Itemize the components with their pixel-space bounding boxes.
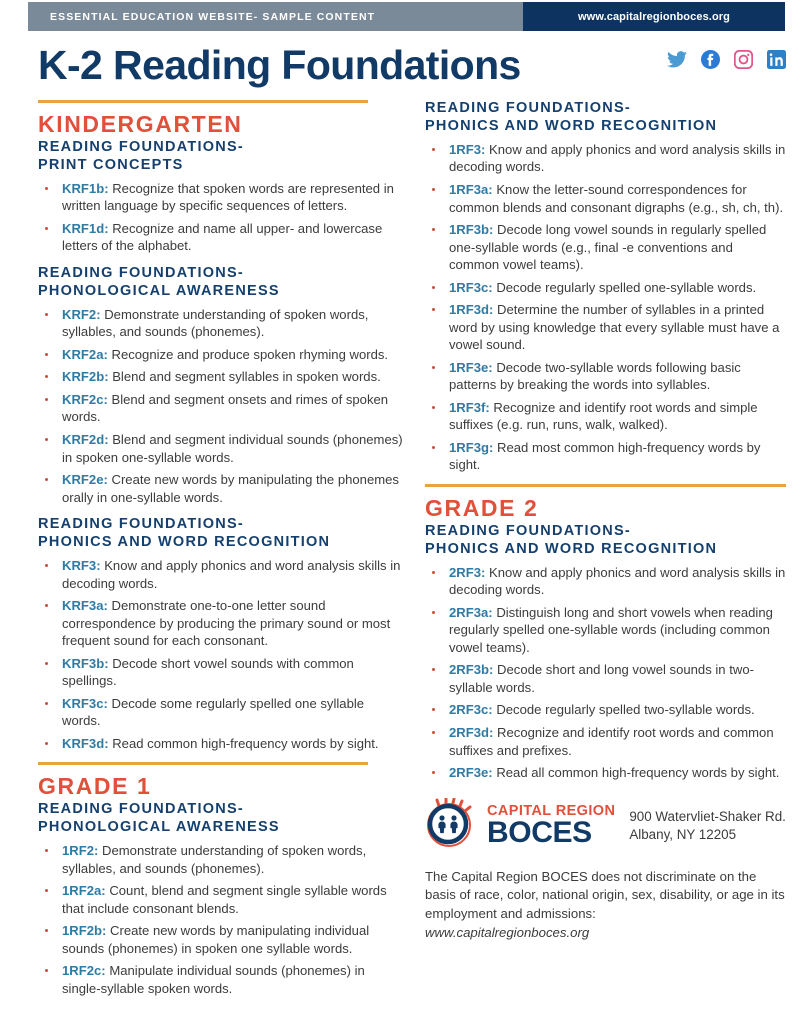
column-right (425, 100, 786, 943)
strand-heading (38, 265, 404, 301)
strand-heading-line-2: PHONOLOGICAL AWARENESS (38, 819, 280, 836)
standard-text: Decode long vowel sounds in regularly spelled one-syllable words (e.g., final -e conventions and common vowel teams). (449, 222, 767, 273)
standard-code: 2RF3d: (449, 724, 494, 740)
standard-code: KRF3b: (62, 655, 109, 671)
boces-logo-wordmark (487, 804, 615, 848)
standard-text: Know and apply phonics and word analysis skills in decoding words. (449, 141, 786, 175)
standard-item (38, 842, 404, 877)
standard-item (425, 359, 786, 394)
grade-heading: GRADE 1 (38, 773, 152, 800)
standard-item (425, 301, 786, 354)
address (625, 808, 786, 845)
standard-item (425, 661, 786, 696)
standard-code: 1RF3e: (449, 359, 493, 375)
standard-code: 2RF3: (449, 564, 486, 580)
standard-item (425, 439, 786, 474)
standard-item (425, 181, 786, 216)
section-divider (425, 484, 786, 487)
disclaimer-text: The Capital Region BOCES does not discriminate on the basis of race, color, national origin, sex, disability, or age in its employment and admissions: (425, 868, 785, 922)
standard-code: KRF2e: (62, 472, 108, 488)
standard-text: Recognize and produce spoken rhyming words. (111, 346, 389, 362)
standard-item (38, 306, 404, 341)
footer (425, 798, 786, 943)
standard-item (425, 279, 786, 297)
standard-text: Create new words by manipulating the phonemes orally in one-syllable words. (62, 472, 399, 505)
strand-heading-line-1: READING FOUNDATIONS- (425, 522, 631, 539)
standard-code: KRF2a: (62, 346, 108, 362)
standard-item (38, 471, 404, 506)
standard-text: Create new words by manipulating individual sounds (phonemes) in spoken one syllable words. (62, 923, 370, 956)
standards-list (38, 557, 404, 752)
standard-code: KRF2d: (62, 432, 109, 448)
standard-item (425, 564, 786, 599)
boces-logo-mark-icon (425, 798, 477, 855)
standard-text: Decode regularly spelled two-syllable words. (496, 702, 755, 718)
standard-text: Blend and segment individual sounds (phonemes) in spoken one-syllable words. (62, 432, 403, 465)
standard-text: Count, blend and segment single syllable words that include consonant blends. (62, 883, 387, 916)
standard-item (38, 346, 404, 364)
standard-item (38, 922, 404, 957)
page-title: K-2 Reading Foundations (38, 42, 521, 88)
standard-text: Recognize that spoken words are represented in written language by specific sequences of letters. (62, 180, 394, 214)
logo-boces: BOCES (487, 815, 592, 849)
standard-item (38, 431, 404, 466)
standard-item (38, 962, 404, 997)
standard-item (38, 391, 404, 426)
standards-list (425, 564, 786, 782)
grade-heading: GRADE 2 (425, 494, 539, 521)
standards-list (38, 180, 404, 255)
instagram-icon[interactable] (734, 50, 753, 69)
standard-item (425, 764, 786, 782)
top-banner (28, 2, 785, 31)
standard-code: 1RF2a: (62, 883, 106, 899)
standard-text: Read most common high-frequency words by sight. (449, 439, 761, 473)
strand-heading-line-1: READING FOUNDATIONS- (425, 100, 631, 116)
standard-text: Know the letter-sound correspondences for common blends and consonant digraphs (e.g., sh, ch, th). (449, 182, 784, 215)
strand-heading-line-1: READING FOUNDATIONS- (38, 138, 244, 155)
strand-heading-line-1: READING FOUNDATIONS- (38, 264, 244, 281)
twitter-icon[interactable] (667, 51, 687, 68)
strand-heading-line-2: PHONOLOGICAL AWARENESS (38, 282, 280, 299)
facebook-icon[interactable] (701, 50, 720, 69)
standard-code: 1RF3c: (449, 279, 493, 295)
standard-code: KRF3d: (62, 735, 109, 751)
standard-text: Distinguish long and short vowels when reading regularly spelled one-syllable words (including common vowel teams). (449, 604, 773, 655)
strand-heading (38, 139, 404, 175)
logo-capital-region: CAPITAL REGION (487, 803, 616, 820)
title-row (0, 36, 806, 94)
standard-code: KRF2b: (62, 369, 109, 385)
standard-code: 2RF3c: (449, 702, 493, 718)
standard-code: KRF3a: (62, 598, 108, 614)
standard-text: Decode short vowel sounds with common spellings. (62, 655, 354, 689)
standard-item (425, 221, 786, 274)
standard-item (425, 604, 786, 657)
standard-text: Know and apply phonics and word analysis skills in decoding words. (62, 558, 401, 591)
standard-text: Blend and segment syllables in spoken words. (112, 369, 381, 385)
standard-item (425, 724, 786, 759)
standard-item (425, 141, 786, 176)
standards-list (425, 141, 786, 474)
standard-item (38, 735, 404, 753)
standard-item (38, 695, 404, 730)
standard-code: KRF2c: (62, 391, 108, 407)
standard-item (425, 701, 786, 719)
standard-item (38, 882, 404, 917)
standard-code: 2RF3e: (449, 765, 493, 781)
disclaimer-url[interactable]: www.capitalregionboces.org (425, 924, 590, 940)
standard-text: Decode short and long vowel sounds in two-syllable words. (449, 662, 754, 695)
column-left (38, 100, 404, 1007)
standard-code: KRF3c: (62, 695, 108, 711)
standard-code: 1RF3d: (449, 302, 494, 318)
boces-logo (425, 798, 786, 855)
banner-sample-content (28, 2, 523, 31)
standard-code: 1RF3b: (449, 222, 494, 238)
nondiscrimination-notice (425, 868, 786, 943)
standard-text: Demonstrate one-to-one letter sound correspondence by producing the primary sound or most frequent sound for each consonant. (62, 598, 391, 649)
address-line-2: Albany, NY 12205 (629, 827, 737, 843)
standard-item (38, 655, 404, 690)
standard-text: Recognize and identify root words and simple suffixes (e.g. run, runs, walk, walked). (449, 399, 758, 433)
strand-heading-line-1: READING FOUNDATIONS- (38, 801, 244, 818)
section-divider (38, 100, 368, 103)
standard-code: 1RF3: (449, 141, 486, 157)
grade-heading: KINDERGARTEN (38, 111, 243, 137)
standard-text: Recognize and name all upper- and lowercase letters of the alphabet. (62, 220, 383, 254)
standard-item (38, 220, 404, 255)
strand-heading-line-2: PHONICS AND WORD RECOGNITION (425, 540, 718, 557)
strand-heading (425, 100, 786, 136)
standard-code: KRF2: (62, 306, 101, 322)
strand-heading (38, 801, 404, 837)
standard-text: Demonstrate understanding of spoken words, syllables, and sounds (phonemes). (62, 306, 369, 340)
strand-heading-line-2: PHONICS AND WORD RECOGNITION (425, 117, 718, 134)
standard-code: KRF3: (62, 558, 101, 574)
strand-heading-line-2: PHONICS AND WORD RECOGNITION (38, 534, 331, 551)
standard-item (38, 180, 404, 215)
standard-text: Decode some regularly spelled one syllable words. (62, 695, 365, 729)
banner-label: ESSENTIAL EDUCATION WEBSITE- SAMPLE CONTENT (50, 10, 376, 23)
standard-code: KRF1b: (62, 180, 109, 196)
standard-item (425, 399, 786, 434)
standards-list (38, 306, 404, 506)
standard-code: KRF1d: (62, 220, 109, 236)
standard-code: 1RF2c: (62, 963, 106, 979)
section-divider (38, 762, 368, 765)
standard-code: 1RF3a: (449, 182, 493, 197)
website-url-label: www.capitalregionboces.org (578, 10, 730, 23)
standard-text: Manipulate individual sounds (phonemes) in single-syllable spoken words. (62, 963, 365, 996)
social-links (667, 50, 786, 69)
standard-text: Recognize and identify root words and common suffixes and prefixes. (449, 724, 774, 758)
standard-text: Know and apply phonics and word analysis skills in decoding words. (449, 564, 786, 598)
standard-item (38, 557, 404, 592)
standard-text: Read all common high-frequency words by sight. (496, 765, 780, 781)
strand-heading-line-2: PRINT CONCEPTS (38, 156, 184, 173)
standard-item (38, 368, 404, 386)
strand-heading-line-1: READING FOUNDATIONS- (38, 516, 244, 533)
banner-website[interactable] (523, 2, 785, 31)
address-line-1: 900 Watervliet-Shaker Rd. (629, 808, 786, 824)
strand-heading (425, 523, 786, 559)
standards-list (38, 842, 404, 997)
standard-code: 2RF3a: (449, 604, 493, 620)
linkedin-icon[interactable] (767, 50, 786, 69)
standard-text: Demonstrate understanding of spoken words, syllables, and sounds (phonemes). (62, 843, 367, 876)
standard-item (38, 597, 404, 650)
standard-code: 1RF2: (62, 843, 99, 859)
standard-text: Decode regularly spelled one-syllable words. (496, 279, 757, 295)
standard-text: Determine the number of syllables in a printed word by using knowledge that every syllable must have a vowel sound. (449, 302, 780, 353)
strand-heading (38, 516, 404, 552)
standard-code: 1RF3f: (449, 399, 490, 415)
standard-text: Blend and segment onsets and rimes of spoken words. (62, 391, 389, 425)
standard-code: 1RF2b: (62, 923, 107, 939)
standard-text: Read common high-frequency words by sight. (112, 735, 379, 751)
standard-code: 2RF3b: (449, 662, 494, 678)
standard-text: Decode two-syllable words following basic patterns by breaking the words into syllables. (449, 359, 741, 393)
standard-code: 1RF3g: (449, 439, 494, 455)
